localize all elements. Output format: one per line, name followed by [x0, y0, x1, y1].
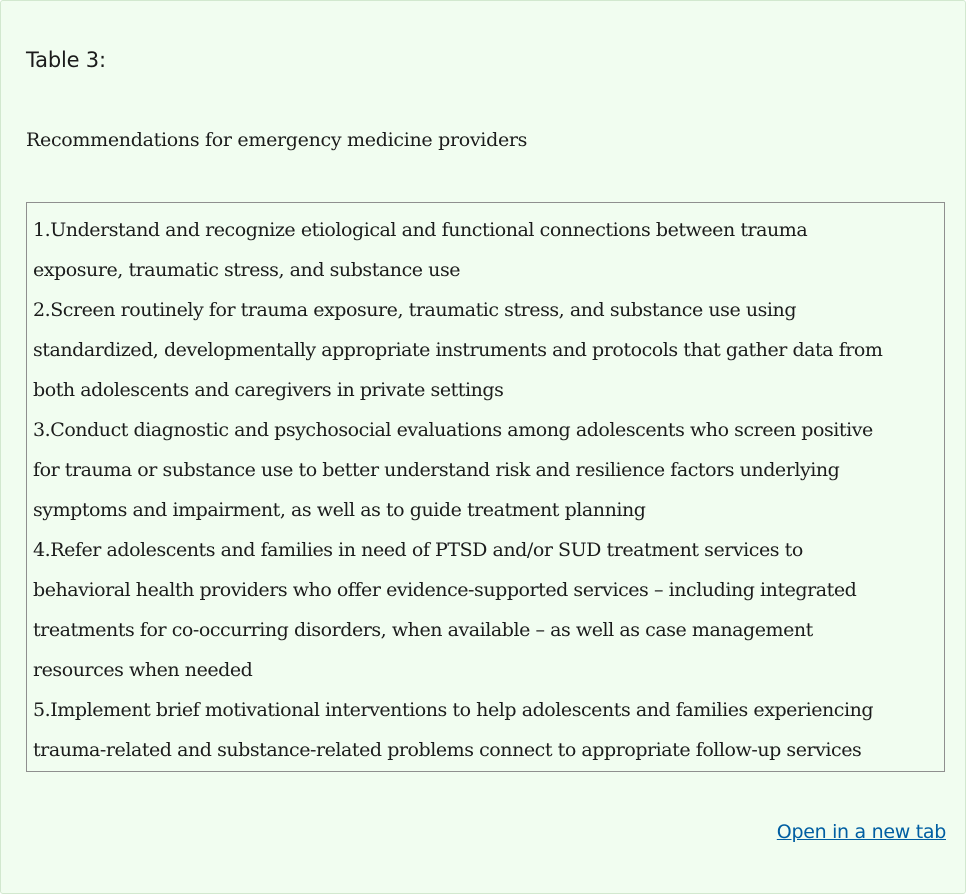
- recommendation-2-line-2: standardized, developmentally appropriate instruments and protocols that gather data from: [33, 339, 883, 361]
- recommendation-4-line-2: behavioral health providers who offer evidence-supported services – including integrated: [33, 579, 857, 601]
- recommendations-cell: [27, 203, 945, 772]
- recommendation-3-line-1: 3.Conduct diagnostic and psychosocial evaluations among adolescents who screen positive: [33, 419, 873, 441]
- recommendation-4-line-3: treatments for co-occurring disorders, when available – as well as case management: [33, 619, 813, 641]
- recommendations-table: [26, 202, 945, 772]
- open-in-new-tab-link[interactable]: Open in a new tab: [776, 821, 946, 843]
- recommendation-1-line-1: 1.Understand and recognize etiological and functional connections between trauma: [33, 219, 808, 241]
- recommendation-3-line-2: for trauma or substance use to better understand risk and resilience factors underlying: [33, 459, 840, 481]
- recommendation-1-line-2: exposure, traumatic stress, and substance use: [33, 259, 461, 281]
- table-label: Table 3:: [26, 48, 106, 72]
- recommendation-4-line-4: resources when needed: [33, 659, 253, 681]
- recommendation-3-line-3: symptoms and impairment, as well as to guide treatment planning: [33, 499, 646, 521]
- recommendation-2-line-3: both adolescents and caregivers in private settings: [33, 379, 504, 401]
- table-row: [27, 203, 945, 772]
- recommendation-5-line-2: trauma-related and substance-related problems connect to appropriate follow-up services: [33, 739, 862, 761]
- recommendation-2-line-1: 2.Screen routinely for trauma exposure, traumatic stress, and substance use using: [33, 299, 797, 321]
- table-caption: Recommendations for emergency medicine providers: [26, 129, 528, 151]
- recommendation-4-line-1: 4.Refer adolescents and families in need of PTSD and/or SUD treatment services to: [33, 539, 803, 561]
- recommendation-5-line-1: 5.Implement brief motivational interventions to help adolescents and families experiencing: [33, 699, 874, 721]
